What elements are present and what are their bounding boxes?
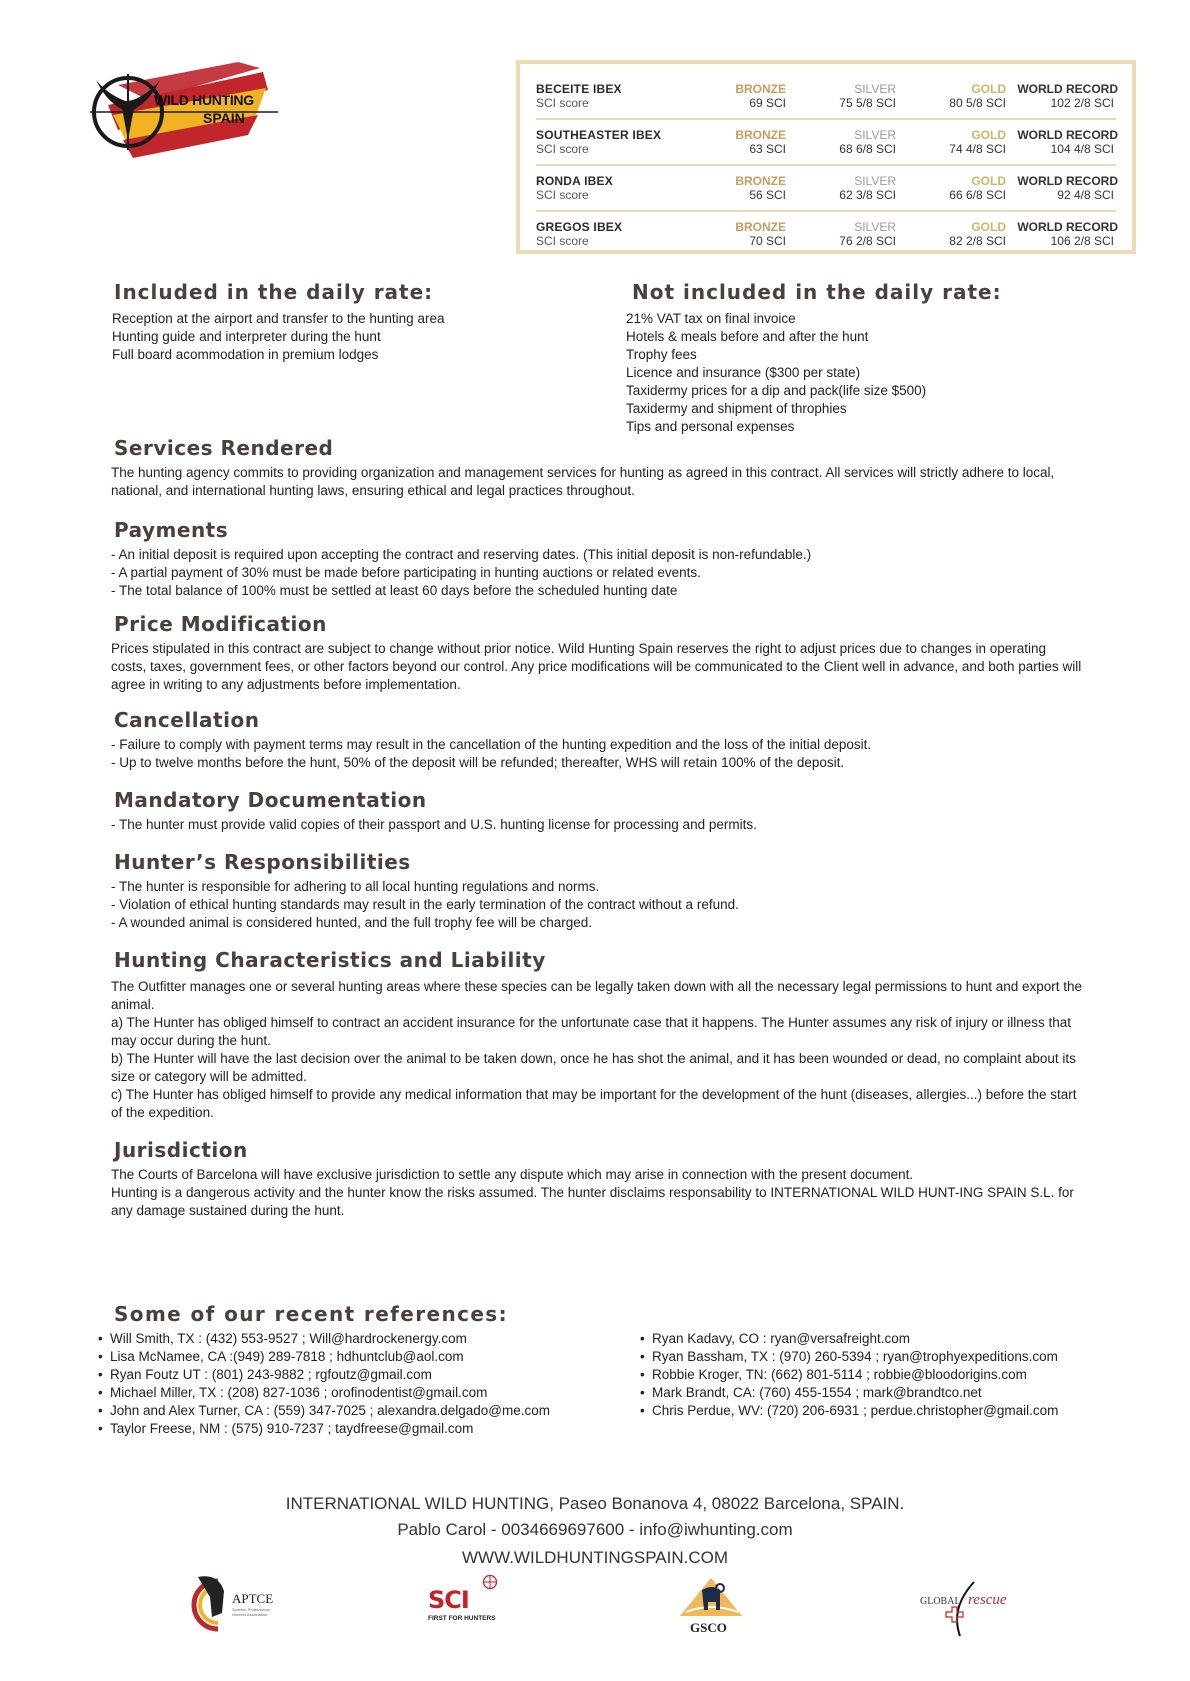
bullet-icon: • — [640, 1331, 645, 1346]
list-item: Licence and insurance ($300 per state) — [626, 365, 861, 380]
bullet-icon: • — [640, 1403, 645, 1418]
section-text: - Violation of ethical hunting standards may result in the early termination of the contract without a refund. — [111, 897, 739, 912]
logo-graphic — [88, 60, 283, 165]
section-text: - An initial deposit is required upon accepting the contract and reserving dates. (This initial deposit is non-refundable.) — [111, 547, 812, 562]
wild-hunting-spain-logo — [88, 60, 283, 165]
hunters-responsibilities-title: Hunter’s Responsibilities — [114, 850, 411, 874]
mandatory-documentation-section — [111, 788, 1084, 834]
footer-contact: Pablo Carol - 0034669697600 - info@iwhunting.com — [397, 1520, 793, 1539]
world-record-score: 104 4/8 SCI — [1050, 142, 1114, 156]
world-record-label: WORLD RECORD — [1017, 220, 1118, 234]
species-name: GREGOS IBEX — [536, 220, 623, 234]
section-text: The hunting agency commits to providing organization and management services for hunting as agreed in this contract. All services will strictly adhere to local, national, and international hunting laws, ensuring ethical and legal practices throughout. — [111, 465, 1055, 498]
bullet-icon: • — [640, 1385, 645, 1400]
section-text: - The hunter must provide valid copies of their passport and U.S. hunting license for processing and permits. — [111, 817, 757, 832]
silver-score: 62 3/8 SCI — [839, 188, 896, 202]
bullet-icon: • — [640, 1349, 645, 1364]
jurisdiction-title: Jurisdiction — [114, 1138, 248, 1162]
gsco-name: GSCO — [690, 1620, 727, 1635]
list-item: Tips and personal expenses — [626, 419, 795, 434]
reference-item — [640, 1402, 1058, 1420]
list-item: Hotels & meals before and after the hunt — [626, 329, 869, 344]
reference-text: Will Smith, TX : (432) 553-9527 ; Will@hardrockenergy.com — [110, 1331, 467, 1346]
reference-text: Ryan Kadavy, CO : ryan@versafreight.com — [652, 1331, 911, 1346]
ram-mountain-icon — [676, 1576, 746, 1618]
payments-section — [111, 518, 1084, 600]
hunting-characteristics-title: Hunting Characteristics and Liability — [114, 948, 546, 972]
hunters-responsibilities-section — [111, 850, 1084, 932]
gsco-logo — [676, 1576, 746, 1636]
silver-score: 76 2/8 SCI — [839, 234, 896, 248]
list-item: Full board acommodation in premium lodges — [112, 347, 379, 362]
score-label: SCI score — [536, 188, 589, 202]
silver-label: SILVER — [854, 82, 896, 96]
section-text: - Up to twelve months before the hunt, 50% of the deposit will be refunded; thereafter, WHS will retain 100% of the deposit. — [111, 755, 845, 770]
species-name: RONDA IBEX — [536, 174, 613, 188]
gold-score: 66 6/8 SCI — [949, 188, 1006, 202]
reference-item — [640, 1366, 1058, 1384]
reference-text: Mark Brandt, CA: (760) 455-1554 ; mark@brandtco.net — [652, 1385, 982, 1400]
reference-text: Robbie Kroger, TN: (662) 801-5114 ; robbie@bloodorigins.com — [652, 1367, 1027, 1382]
world-record-score: 92 4/8 SCI — [1057, 188, 1114, 202]
bullet-icon: • — [98, 1403, 103, 1418]
reference-item — [98, 1384, 550, 1402]
aptce-logo — [188, 1573, 288, 1633]
trophy-row — [536, 120, 1116, 166]
bronze-label: BRONZE — [735, 174, 786, 188]
list-item: Reception at the airport and transfer to the hunting area — [112, 311, 445, 326]
included-list — [112, 310, 594, 364]
section-text: b) The Hunter will have the last decision over the animal to be taken down, once he has shot the animal, and it has been wounded or dead, no complaint about its size or category will be admitted. — [111, 1051, 1076, 1084]
global-rescue-logo — [920, 1578, 1020, 1638]
trophy-score-table — [516, 60, 1136, 254]
section-text: Hunting is a dangerous activity and the hunter know the risks assumed. The hunter disclaims responsability to INTERNATIONAL WILD HUNT-ING SPAIN S.L. for any damage sustained during the hunt. — [111, 1185, 1074, 1218]
trophy-row — [536, 166, 1116, 212]
score-label: SCI score — [536, 234, 589, 248]
reference-item — [98, 1402, 550, 1420]
list-item: Taxidermy and shipment of throphies — [626, 401, 847, 416]
gold-score: 74 4/8 SCI — [949, 142, 1006, 156]
bronze-label: BRONZE — [735, 128, 786, 142]
reference-text: Lisa McNamee, CA :(949) 289-7818 ; hdhuntclub@aol.com — [110, 1349, 464, 1364]
sci-tagline: FIRST FOR HUNTERS — [428, 1615, 496, 1622]
sci-name: SCI — [428, 1586, 469, 1614]
global-rescue-name-a: GLOBAL — [920, 1596, 961, 1607]
section-text: - A partial payment of 30% must be made before participating in hunting auctions or related events. — [111, 565, 701, 580]
list-item: Trophy fees — [626, 347, 697, 362]
silver-score: 75 5/8 SCI — [839, 96, 896, 110]
price-modification-section — [111, 612, 1084, 694]
species-name: SOUTHEASTER IBEX — [536, 128, 662, 142]
world-record-label: WORLD RECORD — [1017, 82, 1118, 96]
not-included-title: Not included in the daily rate: — [632, 280, 1002, 304]
section-text: The Outfitter manages one or several hunting areas where these species can be legally taken down with all the necessary legal permissions to hunt and export the animal. — [111, 979, 1083, 1012]
included-title: Included in the daily rate: — [114, 280, 434, 304]
gold-score: 82 2/8 SCI — [949, 234, 1006, 248]
logo-text-line2: SPAIN — [203, 110, 245, 126]
bronze-score: 56 SCI — [749, 188, 786, 202]
not-included-section — [626, 280, 1112, 436]
reference-item — [640, 1384, 1058, 1402]
section-text: c) The Hunter has obliged himself to provide any medical information that may be important for the development of the hunt (diseases, allergies...) before the start of the expedition. — [111, 1087, 1077, 1120]
aptce-name: APTCE — [232, 1591, 274, 1606]
reference-text: John and Alex Turner, CA : (559) 347-7025 ; alexandra.delgado@me.com — [110, 1403, 550, 1418]
services-rendered-title: Services Rendered — [114, 436, 334, 460]
world-record-score: 102 2/8 SCI — [1050, 96, 1114, 110]
footer-address: INTERNATIONAL WILD HUNTING, Paseo Bonanova 4, 08022 Barcelona, SPAIN. — [285, 1494, 905, 1513]
bullet-icon: • — [640, 1367, 645, 1382]
bronze-label: BRONZE — [735, 220, 786, 234]
logo-text-line1: WILD HUNTING — [154, 92, 254, 108]
gold-label: GOLD — [971, 174, 1006, 188]
jurisdiction-section — [111, 1138, 1084, 1220]
cancellation-title: Cancellation — [114, 708, 260, 732]
hunting-characteristics-section — [111, 948, 1084, 1122]
price-modification-title: Price Modification — [114, 612, 327, 636]
bronze-score: 69 SCI — [749, 96, 786, 110]
section-text: - The total balance of 100% must be settled at least 60 days before the scheduled hunting date — [111, 583, 678, 598]
aptce-subtitle: Spanish Professional Hunters Association — [232, 1607, 270, 1617]
bullet-icon: • — [98, 1349, 103, 1364]
reference-item — [98, 1348, 550, 1366]
services-rendered-section — [111, 436, 1084, 500]
section-text: - The hunter is responsible for adhering to all local hunting regulations and norms. — [111, 879, 600, 894]
score-label: SCI score — [536, 142, 589, 156]
bullet-icon: • — [98, 1367, 103, 1382]
bullet-icon: • — [98, 1385, 103, 1400]
score-label: SCI score — [536, 96, 589, 110]
list-item: 21% VAT tax on final invoice — [626, 311, 796, 326]
aptce-emblem-icon — [188, 1573, 238, 1633]
list-item: Hunting guide and interpreter during the hunt — [112, 329, 381, 344]
silver-label: SILVER — [854, 174, 896, 188]
section-text: - A wounded animal is considered hunted, and the full trophy fee will be charged. — [111, 915, 593, 930]
world-record-label: WORLD RECORD — [1017, 128, 1118, 142]
silver-label: SILVER — [854, 220, 896, 234]
silver-label: SILVER — [854, 128, 896, 142]
bronze-score: 63 SCI — [749, 142, 786, 156]
gold-label: GOLD — [971, 128, 1006, 142]
global-rescue-name-b: rescue — [968, 1592, 1007, 1608]
species-name: BECEITE IBEX — [536, 82, 622, 96]
reference-text: Chris Perdue, WV: (720) 206-6931 ; perdue.christopher@gmail.com — [652, 1403, 1059, 1418]
reference-item — [98, 1420, 550, 1438]
section-text: a) The Hunter has obliged himself to contract an accident insurance for the unfortunate case that it happens. The Hunter assumes any risk of injury or illness that may occur during the hunt. — [111, 1015, 1072, 1048]
reference-text: Ryan Bassham, TX : (970) 260-5394 ; ryan@trophyexpeditions.com — [652, 1349, 1058, 1364]
section-text: The Courts of Barcelona will have exclusive jurisdiction to settle any dispute which may arise in connection with the present document. — [111, 1167, 914, 1182]
section-text: - Failure to comply with payment terms may result in the cancellation of the hunting expedition and the loss of the initial deposit. — [111, 737, 872, 752]
not-included-list — [626, 310, 1112, 436]
reference-text: Taylor Freese, NM : (575) 910-7237 ; taydfreese@gmail.com — [110, 1421, 474, 1436]
cancellation-section — [111, 708, 1084, 772]
bullet-icon: • — [98, 1421, 103, 1436]
globe-icon — [482, 1574, 498, 1590]
mandatory-documentation-title: Mandatory Documentation — [114, 788, 427, 812]
reference-text: Ryan Foutz UT : (801) 243-9882 ; rgfoutz@gmail.com — [110, 1367, 432, 1382]
gold-label: GOLD — [971, 82, 1006, 96]
payments-title: Payments — [114, 518, 229, 542]
list-item: Taxidermy prices for a dip and pack(life size $500) — [626, 383, 927, 398]
reference-item — [640, 1330, 1058, 1348]
reference-item — [640, 1348, 1058, 1366]
reference-text: Michael Miller, TX : (208) 827-1036 ; orofinodentist@gmail.com — [110, 1385, 488, 1400]
silver-score: 68 6/8 SCI — [839, 142, 896, 156]
gold-score: 80 5/8 SCI — [949, 96, 1006, 110]
trophy-row — [536, 212, 1116, 256]
bronze-score: 70 SCI — [749, 234, 786, 248]
references-left-list — [98, 1330, 550, 1438]
reference-item — [98, 1330, 550, 1348]
gold-label: GOLD — [971, 220, 1006, 234]
trophy-row — [536, 74, 1116, 120]
bronze-label: BRONZE — [735, 82, 786, 96]
bullet-icon: • — [98, 1331, 103, 1346]
reference-item — [98, 1366, 550, 1384]
section-text: Prices stipulated in this contract are subject to change without prior notice. Wild Hunting Spain reserves the right to adjust prices due to changes in operating costs, taxes, government fees, or other factors beyond our control. Any price modifications will be communicated to the Client well in advance, and both parties will agree in writing to any adjustments before implementation. — [111, 641, 1082, 692]
included-section — [114, 280, 594, 364]
references-right-list — [640, 1330, 1058, 1420]
world-record-label: WORLD RECORD — [1017, 174, 1118, 188]
references-title: Some of our recent references: — [114, 1302, 509, 1326]
footer-website[interactable]: WWW.WILDHUNTINGSPAIN.COM — [462, 1548, 728, 1567]
world-record-score: 106 2/8 SCI — [1050, 234, 1114, 248]
sci-logo — [426, 1574, 508, 1624]
